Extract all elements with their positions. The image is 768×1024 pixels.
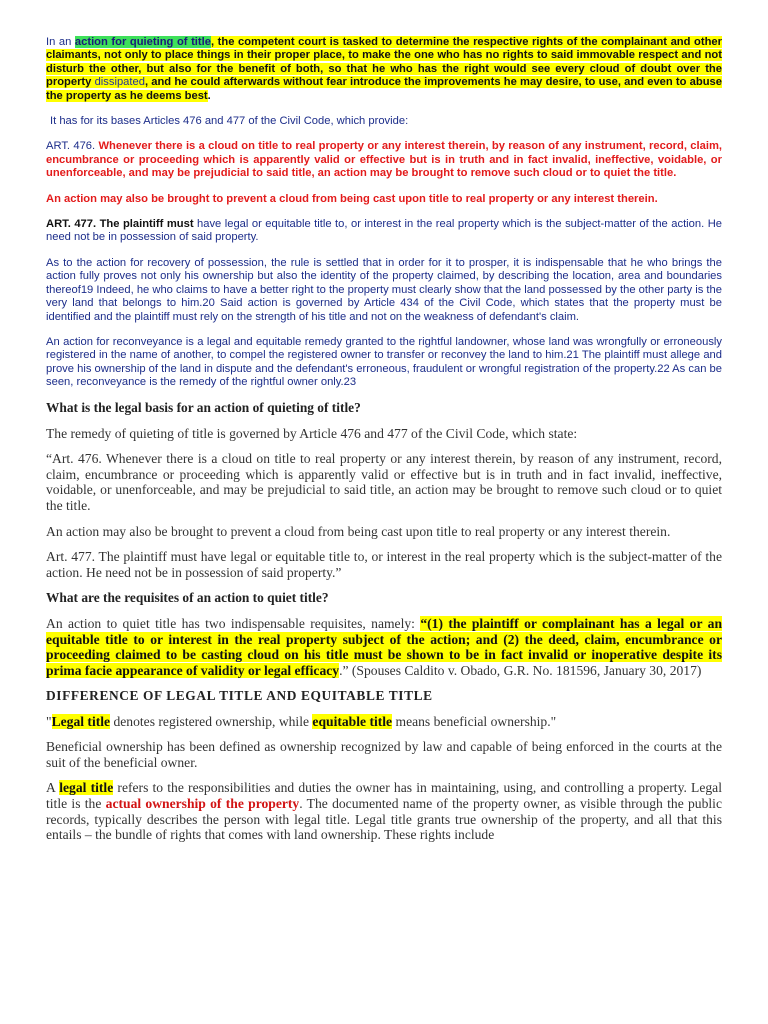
- paragraph-quote-art476: “Art. 476. Whenever there is a cloud on title to real property or any interest therein, by reason of any instrument, record, claim, encumbrance or proceeding which is apparently valid or effective but is in truth and in fact invalid, ineffective, voidable, or unenforceable, and may be prejudicial to said title, an action may be brought to remove such cloud or to quiet the title.: [46, 451, 722, 513]
- legal-title-highlight-2: legal title: [59, 780, 114, 796]
- intro-tail: , and he could afterwards without fear introduce the improvements he may desire, to use, and even to abuse the property as he deems best: [46, 76, 722, 102]
- intro-body: , the competent court is tasked to determine the respective rights of the complainant and other claimants, not only to place things in their proper place, to make the one who has no rights to said immovable respect and not disturb the other, but also for the benefit of both, so that he who has the right would see every cloud of doubt over the property: [46, 36, 722, 89]
- paragraph-beneficial-ownership: Beneficial ownership has been defined as ownership recognized by law and capable of being enforced in the courts at the suit of the beneficial owner.: [46, 739, 722, 770]
- heading-legal-basis: What is the legal basis for an action of quieting of title?: [46, 399, 361, 415]
- intro-dissipated: dissipated: [94, 76, 145, 89]
- paragraph-art477: [46, 218, 722, 245]
- paragraph-legal-title-explained: [46, 780, 722, 842]
- heading-requisites: What are the requisites of an action to quiet title?: [46, 590, 329, 606]
- paragraph-recovery-possession: As to the action for recovery of possession, the rule is settled that in order for it to prosper, it is indispensable that he who brings the action fully proves not only his ownership but also the identity of the property claimed, by describing the location, area and boundaries thereof19 Indeed, he who claims to have a better right to the property must clearly show that the land possessed by the other party is the very land that belongs to him.20 Said action is governed by Article 434 of the Civil Code, which states that the property must be identified and the plaintiff must rely on the strength of his title and not on the weakness of defendant's claim.: [46, 256, 722, 323]
- legal-def-mid: denotes registered ownership, while: [110, 713, 313, 729]
- art477-label: ART. 477. The plaintiff must: [46, 218, 194, 231]
- actual-ownership-emphasis: actual ownership of the property: [105, 796, 300, 812]
- equitable-title-highlight: equitable title: [312, 713, 393, 729]
- legal-title-mid: refers to the responsibilities and duties the owner has in maintaining, using, and controlling a property. Legal title is the: [46, 780, 722, 812]
- requisites-quote-highlight: “(1) the plaintiff or complainant has a legal or an equitable title to or interest in the real property subject of the action; and (2) the deed, claim, encumbrance or proceeding claimed to be casting cloud on his title must be shown to be in fact invalid or inoperative despite its prima facie appearance of validity or legal efficacy: [46, 616, 723, 679]
- paragraph-reconveyance: An action for reconveyance is a legal and equitable remedy granted to the rightful landowner, whose land was wrongfully or erroneously registered in the name of another, to compel the registered owner to transfer or reconvey the land to him.21 The plaintiff must allege and prove his ownership of the land in dispute and the defendant's erroneous, fraudulent or wrongful registration of the property.22 As can be seen, reconveyance is the remedy of the rightful owner only.23: [46, 335, 722, 389]
- legal-title-lead: A: [46, 780, 60, 796]
- paragraph-requisites: [46, 616, 722, 678]
- art476-label: ART. 476.: [46, 140, 99, 153]
- paragraph-legal-vs-equitable: [46, 714, 722, 730]
- paragraph-art476: [46, 140, 722, 180]
- legal-title-tail: . The documented name of the property owner, as visible through the public records, typically describes the person with legal title. Legal title grants true ownership of the property, and all that this entails – the bundle of rights that comes with land ownership. These rights include: [46, 796, 722, 843]
- paragraph-prevent-cloud: An action may also be brought to prevent a cloud from being cast upon title to real property or any interest therein.: [46, 192, 658, 205]
- legal-title-highlight: Legal title: [51, 713, 111, 729]
- requisites-lead: An action to quiet title has two indispensable requisites, namely:: [46, 616, 421, 632]
- paragraph-bases: It has for its bases Articles 476 and 477 of the Civil Code, which provide:: [50, 115, 409, 128]
- paragraph-remedy-governed: The remedy of quieting of title is governed by Article 476 and 477 of the Civil Code, which state:: [46, 425, 578, 441]
- requisites-citation: .” (Spouses Caldito v. Obado, G.R. No. 181596, January 30, 2017): [339, 663, 702, 679]
- paragraph-quieting-intro: [46, 36, 722, 103]
- art477-text: have legal or equitable title to, or interest in the real property which is the subject-matter of the action. He need not be in possession of said property.: [46, 218, 722, 244]
- intro-period: .: [207, 89, 211, 102]
- intro-lead: In an: [46, 36, 75, 48]
- paragraph-quote-prevent: An action may also be brought to prevent a cloud from being cast upon title to real property or any interest therein.: [46, 523, 671, 539]
- art476-text: Whenever there is a cloud on title to real property or any interest therein, by reason of any instrument, record, claim, encumbrance or proceeding which is apparently valid or effective but is in truth and in fact invalid, ineffective, voidable, or unenforceable, and may be prejudicial to said title, an action may be brought to remove such cloud or to quiet the title.: [46, 140, 722, 180]
- legal-def-open-quote: ": [46, 713, 52, 729]
- paragraph-quote-art477: Art. 477. The plaintiff must have legal or equitable title to, or interest in the real property which is the subject-matter of the action. He need not be in possession of said property.”: [46, 549, 722, 580]
- heading-difference: DIFFERENCE OF LEGAL TITLE AND EQUITABLE TITLE: [46, 687, 433, 703]
- action-term-highlight: action for quieting of title: [74, 36, 211, 48]
- legal-def-end: means beneficial ownership.": [392, 713, 557, 729]
